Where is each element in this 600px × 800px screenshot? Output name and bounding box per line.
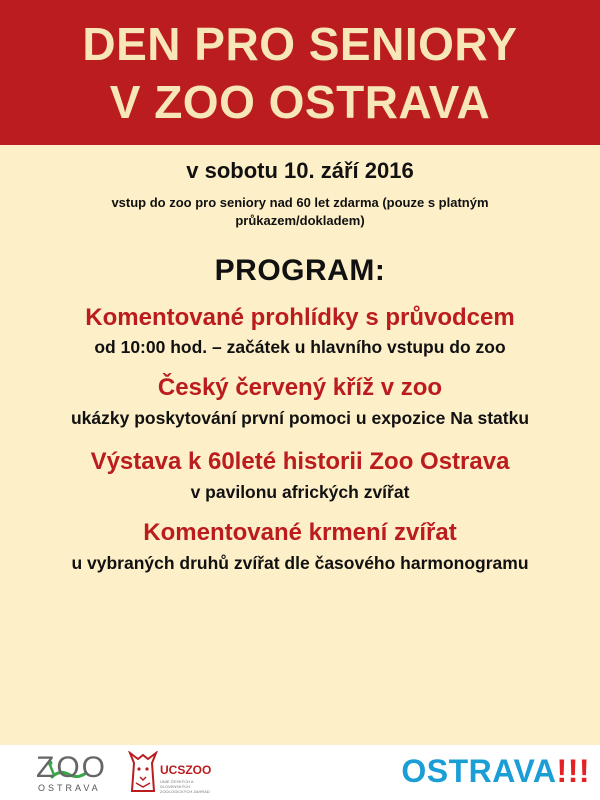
ucs-zoo-logo <box>128 751 228 797</box>
program-item-title: Komentované prohlídky s průvodcem <box>85 304 515 331</box>
ostrava-city-logo <box>401 753 590 790</box>
entry-note: vstup do zoo pro seniory nad 60 let zdarma (pouze s platným průkazem/dokladem) <box>111 195 489 228</box>
program-item-title: Výstava k 60leté historii Zoo Ostrava <box>90 448 510 475</box>
title-banner <box>0 0 600 145</box>
ucs-logo-subtitle: UNIE ČESKÝCH A SLOVENSKÝCH ZOOLOGICKÝCH ZAHRAD <box>160 779 210 794</box>
footer-logos <box>0 745 600 800</box>
lynx-icon <box>128 751 158 795</box>
main-content <box>0 145 600 576</box>
zoo-logo-text: ZOO <box>36 751 107 784</box>
program-item <box>0 519 600 576</box>
title-line-1: DEN PRO SENIORY <box>82 17 518 70</box>
program-item-description: od 10:00 hod. – začátek u hlavního vstupu do zoo <box>94 337 506 357</box>
program-item-title: Komentované krmení zvířat <box>143 519 457 546</box>
program-item <box>0 304 600 360</box>
title-line-2: V ZOO OSTRAVA <box>109 75 491 128</box>
zoo-logo-city: OSTRAVA <box>38 783 101 793</box>
program-item-description: ukázky poskytování první pomoci u expozice Na statku <box>70 408 530 428</box>
program-item-description: u vybraných druhů zvířat dle časového harmonogramu <box>71 553 529 573</box>
ostrava-logo-text: OSTRAVA <box>401 753 557 789</box>
program-item-description: v pavilonu afrických zvířat <box>190 482 410 502</box>
ucs-logo-text: UCSZOO <box>160 763 212 777</box>
ostrava-logo-exclamation: !!! <box>556 753 590 789</box>
program-item-title: Český červený kříž v zoo <box>157 374 443 401</box>
program-item <box>0 448 600 505</box>
zoo-ostrava-logo <box>30 751 110 797</box>
program-heading: PROGRAM: <box>214 254 386 287</box>
program-item <box>0 374 600 431</box>
event-date: v sobotu 10. září 2016 <box>186 158 414 183</box>
